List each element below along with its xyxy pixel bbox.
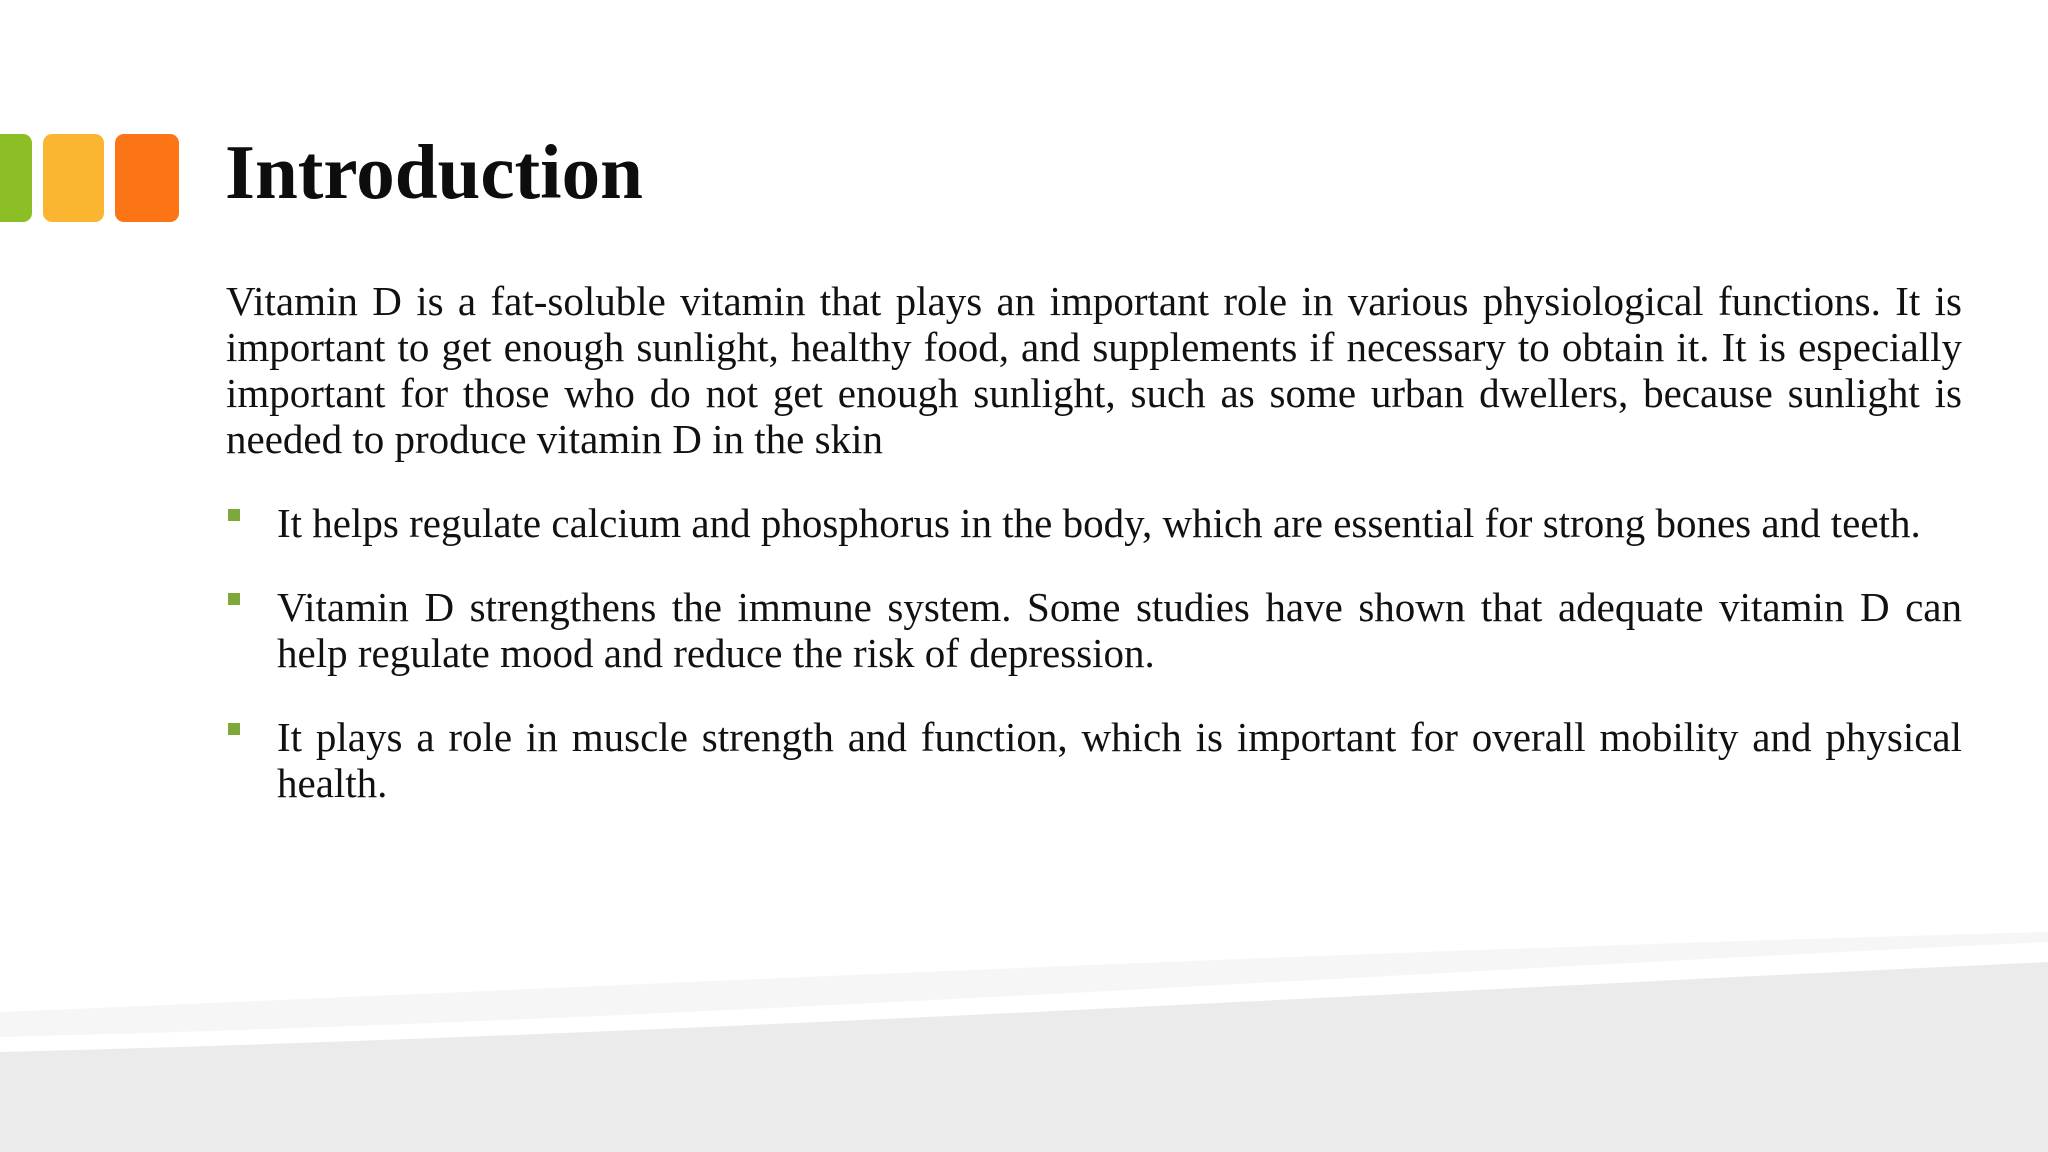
bullet-text: It helps regulate calcium and phosphorus in the body, which are essential for strong bones and teeth.	[277, 500, 1921, 546]
square-bullet-icon	[228, 593, 240, 605]
bullet-item	[226, 714, 1962, 806]
bullet-list	[226, 500, 1962, 844]
bullet-text: Vitamin D strengthens the immune system. Some studies have shown that adequate vitamin D can help regulate mood and reduce the risk of depression.	[277, 584, 1962, 676]
slide-title: Introduction	[225, 129, 643, 215]
bullet-item	[226, 500, 1962, 546]
intro-paragraph: Vitamin D is a fat-soluble vitamin that plays an important role in various physiological functions. It is important to get enough sunlight, healthy food, and supplements if necessary to obtain it. It is especially important for those who do not get enough sunlight, such as some urban dwellers, because sunlight is needed to produce vitamin D in the skin	[226, 278, 1962, 462]
accent-block-orange	[115, 134, 179, 222]
square-bullet-icon	[228, 723, 240, 735]
footer-wave-decoration	[0, 892, 2048, 1152]
square-bullet-icon	[228, 509, 240, 521]
bullet-text: It plays a role in muscle strength and function, which is important for overall mobility and physical health.	[277, 714, 1962, 806]
accent-block-yellow	[43, 134, 104, 222]
accent-block-green	[0, 134, 32, 222]
bullet-item	[226, 584, 1962, 676]
